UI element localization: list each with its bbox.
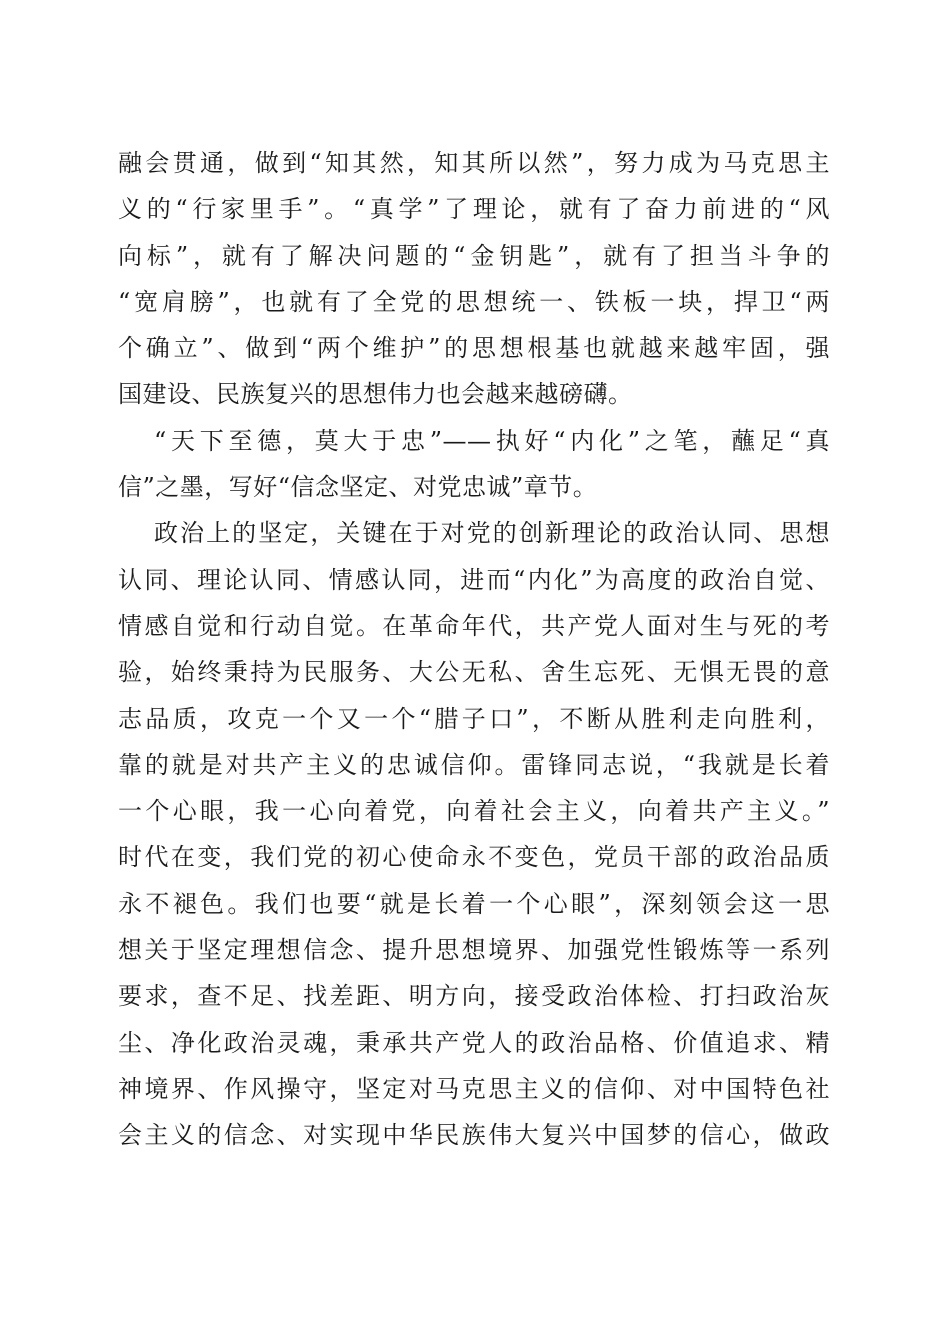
text-line: 国建设、民族复兴的思想伟力也会越来越磅礴。	[118, 380, 633, 409]
text-line: 靠的就是对共产主义的忠诚信仰。雷锋同志说，“我就是长着	[118, 750, 830, 779]
section-heading-line: “天下至德，莫大于忠”——执好“内化”之笔，蘸足“真	[154, 426, 830, 455]
text-line: 志品质，攻克一个又一个“腊子口”，不断从胜利走向胜利，	[118, 704, 830, 733]
text-line: 验，始终秉持为民服务、大公无私、舍生忘死、无惧无畏的意	[118, 658, 830, 687]
text-line: 情感自觉和行动自觉。在革命年代，共产党人面对生与死的考	[118, 611, 830, 640]
text-line: 认同、理论认同、情感认同，进而“内化”为高度的政治自觉、	[118, 565, 830, 594]
text-line: “宽肩膀”，也就有了全党的思想统一、铁板一块，捍卫“两	[118, 287, 830, 316]
text-line: 时代在变，我们党的初心使命永不变色，党员干部的政治品质	[118, 843, 830, 872]
text-line: 永不褪色。我们也要“就是长着一个心眼”，深刻领会这一思	[118, 889, 830, 918]
text-line: 一个心眼，我一心向着党，向着社会主义，向着共产主义。”	[118, 797, 830, 826]
text-line: 向标”，就有了解决问题的“金钥匙”，就有了担当斗争的	[118, 241, 830, 270]
text-line: 神境界、作风操守，坚定对马克思主义的信仰、对中国特色社	[118, 1074, 830, 1103]
text-line: 政治上的坚定，关键在于对党的创新理论的政治认同、思想	[154, 519, 830, 548]
section-heading-line: 信”之墨，写好“信念坚定、对党忠诚”章节。	[118, 473, 598, 502]
document-body	[118, 140, 830, 1159]
text-line: 义的“行家里手”。“真学”了理论，就有了奋力前进的“风	[118, 195, 830, 224]
text-line: 尘、净化政治灵魂，秉承共产党人的政治品格、价值追求、精	[118, 1028, 830, 1057]
text-line: 想关于坚定理想信念、提升思想境界、加强党性锻炼等一系列	[118, 936, 830, 965]
text-line: 融会贯通，做到“知其然，知其所以然”，努力成为马克思主	[118, 149, 830, 177]
text-line: 要求，查不足、找差距、明方向，接受政治体检、打扫政治灰	[118, 982, 830, 1011]
text-line: 个确立”、做到“两个维护”的思想根基也就越来越牢固，强	[118, 334, 830, 363]
text-line: 会主义的信念、对实现中华民族伟大复兴中国梦的信心，做政	[118, 1121, 830, 1150]
